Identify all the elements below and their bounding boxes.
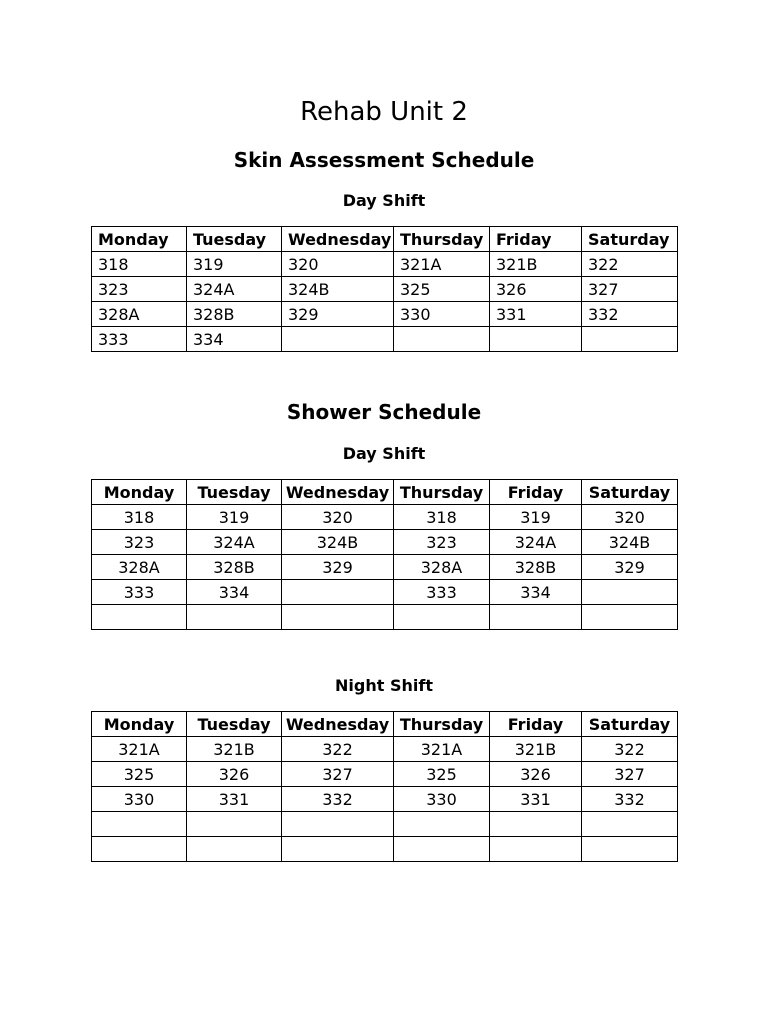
- table-cell: [490, 812, 582, 837]
- column-header: Thursday: [394, 480, 490, 505]
- table-row: [92, 277, 678, 302]
- table-cell: 324A: [187, 277, 282, 302]
- table-cell: 332: [582, 302, 678, 327]
- table-cell: 327: [582, 762, 678, 787]
- table-cell: 328A: [394, 555, 490, 580]
- table-cell: 321B: [187, 737, 282, 762]
- column-header: Wednesday: [282, 712, 394, 737]
- table-cell: 322: [582, 252, 678, 277]
- table-cell: [582, 327, 678, 352]
- table-cell: 332: [582, 787, 678, 812]
- table-cell: 323: [92, 530, 187, 555]
- table-cell: 333: [92, 327, 187, 352]
- table-cell: 324B: [582, 530, 678, 555]
- table-cell: 322: [582, 737, 678, 762]
- table-cell: 330: [394, 787, 490, 812]
- table-cell: 334: [490, 580, 582, 605]
- table-row: [92, 812, 678, 837]
- table-row: [92, 605, 678, 630]
- table-cell: [582, 605, 678, 630]
- table-row: [92, 302, 678, 327]
- skin-assessment-day-table: [91, 226, 678, 352]
- table-cell: 321B: [490, 252, 582, 277]
- table-cell: [92, 605, 187, 630]
- table-cell: 327: [582, 277, 678, 302]
- table-cell: 324B: [282, 530, 394, 555]
- table-cell: 318: [394, 505, 490, 530]
- column-header: Thursday: [394, 227, 490, 252]
- table-cell: [187, 812, 282, 837]
- table-row: [92, 580, 678, 605]
- table-cell: 320: [282, 252, 394, 277]
- table-row: [92, 555, 678, 580]
- table-cell: 329: [582, 555, 678, 580]
- table-row: [92, 252, 678, 277]
- table-cell: 334: [187, 580, 282, 605]
- table-cell: 324A: [187, 530, 282, 555]
- table-header-row: [92, 712, 678, 737]
- table-cell: 326: [490, 762, 582, 787]
- table-cell: 328A: [92, 302, 187, 327]
- skin-assessment-heading: Skin Assessment Schedule: [233, 148, 535, 172]
- table-cell: 326: [187, 762, 282, 787]
- column-header: Wednesday: [282, 480, 394, 505]
- column-header: Friday: [490, 227, 582, 252]
- column-header: Tuesday: [187, 712, 282, 737]
- table-cell: [282, 580, 394, 605]
- table-cell: 330: [92, 787, 187, 812]
- table-cell: 321B: [490, 737, 582, 762]
- shower-schedule-heading: Shower Schedule: [286, 400, 482, 424]
- column-header: Monday: [92, 480, 187, 505]
- table-cell: [394, 605, 490, 630]
- table-cell: 328B: [187, 302, 282, 327]
- column-header: Friday: [490, 480, 582, 505]
- table-cell: [394, 327, 490, 352]
- table-row: [92, 787, 678, 812]
- table-cell: 332: [282, 787, 394, 812]
- skin-assessment-shift-label: Day Shift: [342, 191, 426, 210]
- column-header: Saturday: [582, 480, 678, 505]
- table-cell: [282, 605, 394, 630]
- table-cell: [92, 812, 187, 837]
- column-header: Tuesday: [187, 227, 282, 252]
- table-cell: 319: [187, 505, 282, 530]
- table-header-row: [92, 227, 678, 252]
- table-row: [92, 737, 678, 762]
- column-header: Saturday: [582, 712, 678, 737]
- table-cell: [282, 327, 394, 352]
- table-cell: [394, 837, 490, 862]
- table-cell: 327: [282, 762, 394, 787]
- table-cell: 325: [92, 762, 187, 787]
- table-cell: 329: [282, 302, 394, 327]
- table-cell: 320: [582, 505, 678, 530]
- table-cell: 328A: [92, 555, 187, 580]
- table-cell: 318: [92, 505, 187, 530]
- column-header: Monday: [92, 712, 187, 737]
- table-cell: [187, 605, 282, 630]
- shower-day-table: [91, 479, 678, 630]
- shower-night-table: [91, 711, 678, 862]
- table-cell: 331: [490, 302, 582, 327]
- shower-day-shift-label: Day Shift: [342, 444, 426, 463]
- table-cell: 318: [92, 252, 187, 277]
- table-row: [92, 505, 678, 530]
- column-header: Wednesday: [282, 227, 394, 252]
- table-cell: 324B: [282, 277, 394, 302]
- table-cell: 319: [490, 505, 582, 530]
- table-cell: 323: [92, 277, 187, 302]
- table-cell: [282, 837, 394, 862]
- table-cell: 330: [394, 302, 490, 327]
- table-cell: 323: [394, 530, 490, 555]
- column-header: Saturday: [582, 227, 678, 252]
- table-cell: 325: [394, 277, 490, 302]
- table-cell: 333: [394, 580, 490, 605]
- table-cell: 328B: [490, 555, 582, 580]
- table-row: [92, 327, 678, 352]
- table-cell: 328B: [187, 555, 282, 580]
- table-cell: 321A: [394, 252, 490, 277]
- table-cell: [282, 812, 394, 837]
- table-cell: [582, 580, 678, 605]
- table-cell: [582, 812, 678, 837]
- table-cell: [490, 837, 582, 862]
- table-row: [92, 837, 678, 862]
- table-cell: [490, 327, 582, 352]
- table-cell: 329: [282, 555, 394, 580]
- table-cell: 333: [92, 580, 187, 605]
- table-cell: 334: [187, 327, 282, 352]
- table-cell: 320: [282, 505, 394, 530]
- table-cell: 324A: [490, 530, 582, 555]
- table-cell: [394, 812, 490, 837]
- column-header: Friday: [490, 712, 582, 737]
- table-row: [92, 530, 678, 555]
- column-header: Tuesday: [187, 480, 282, 505]
- table-cell: 331: [187, 787, 282, 812]
- table-cell: 321A: [394, 737, 490, 762]
- column-header: Thursday: [394, 712, 490, 737]
- table-cell: [92, 837, 187, 862]
- table-cell: 321A: [92, 737, 187, 762]
- table-header-row: [92, 480, 678, 505]
- table-cell: [490, 605, 582, 630]
- table-cell: [582, 837, 678, 862]
- column-header: Monday: [92, 227, 187, 252]
- table-cell: 326: [490, 277, 582, 302]
- table-cell: 331: [490, 787, 582, 812]
- table-cell: [187, 837, 282, 862]
- table-cell: 319: [187, 252, 282, 277]
- document-title: Rehab Unit 2: [300, 97, 468, 127]
- table-row: [92, 762, 678, 787]
- table-cell: 325: [394, 762, 490, 787]
- table-cell: 322: [282, 737, 394, 762]
- shower-night-shift-label: Night Shift: [335, 676, 433, 695]
